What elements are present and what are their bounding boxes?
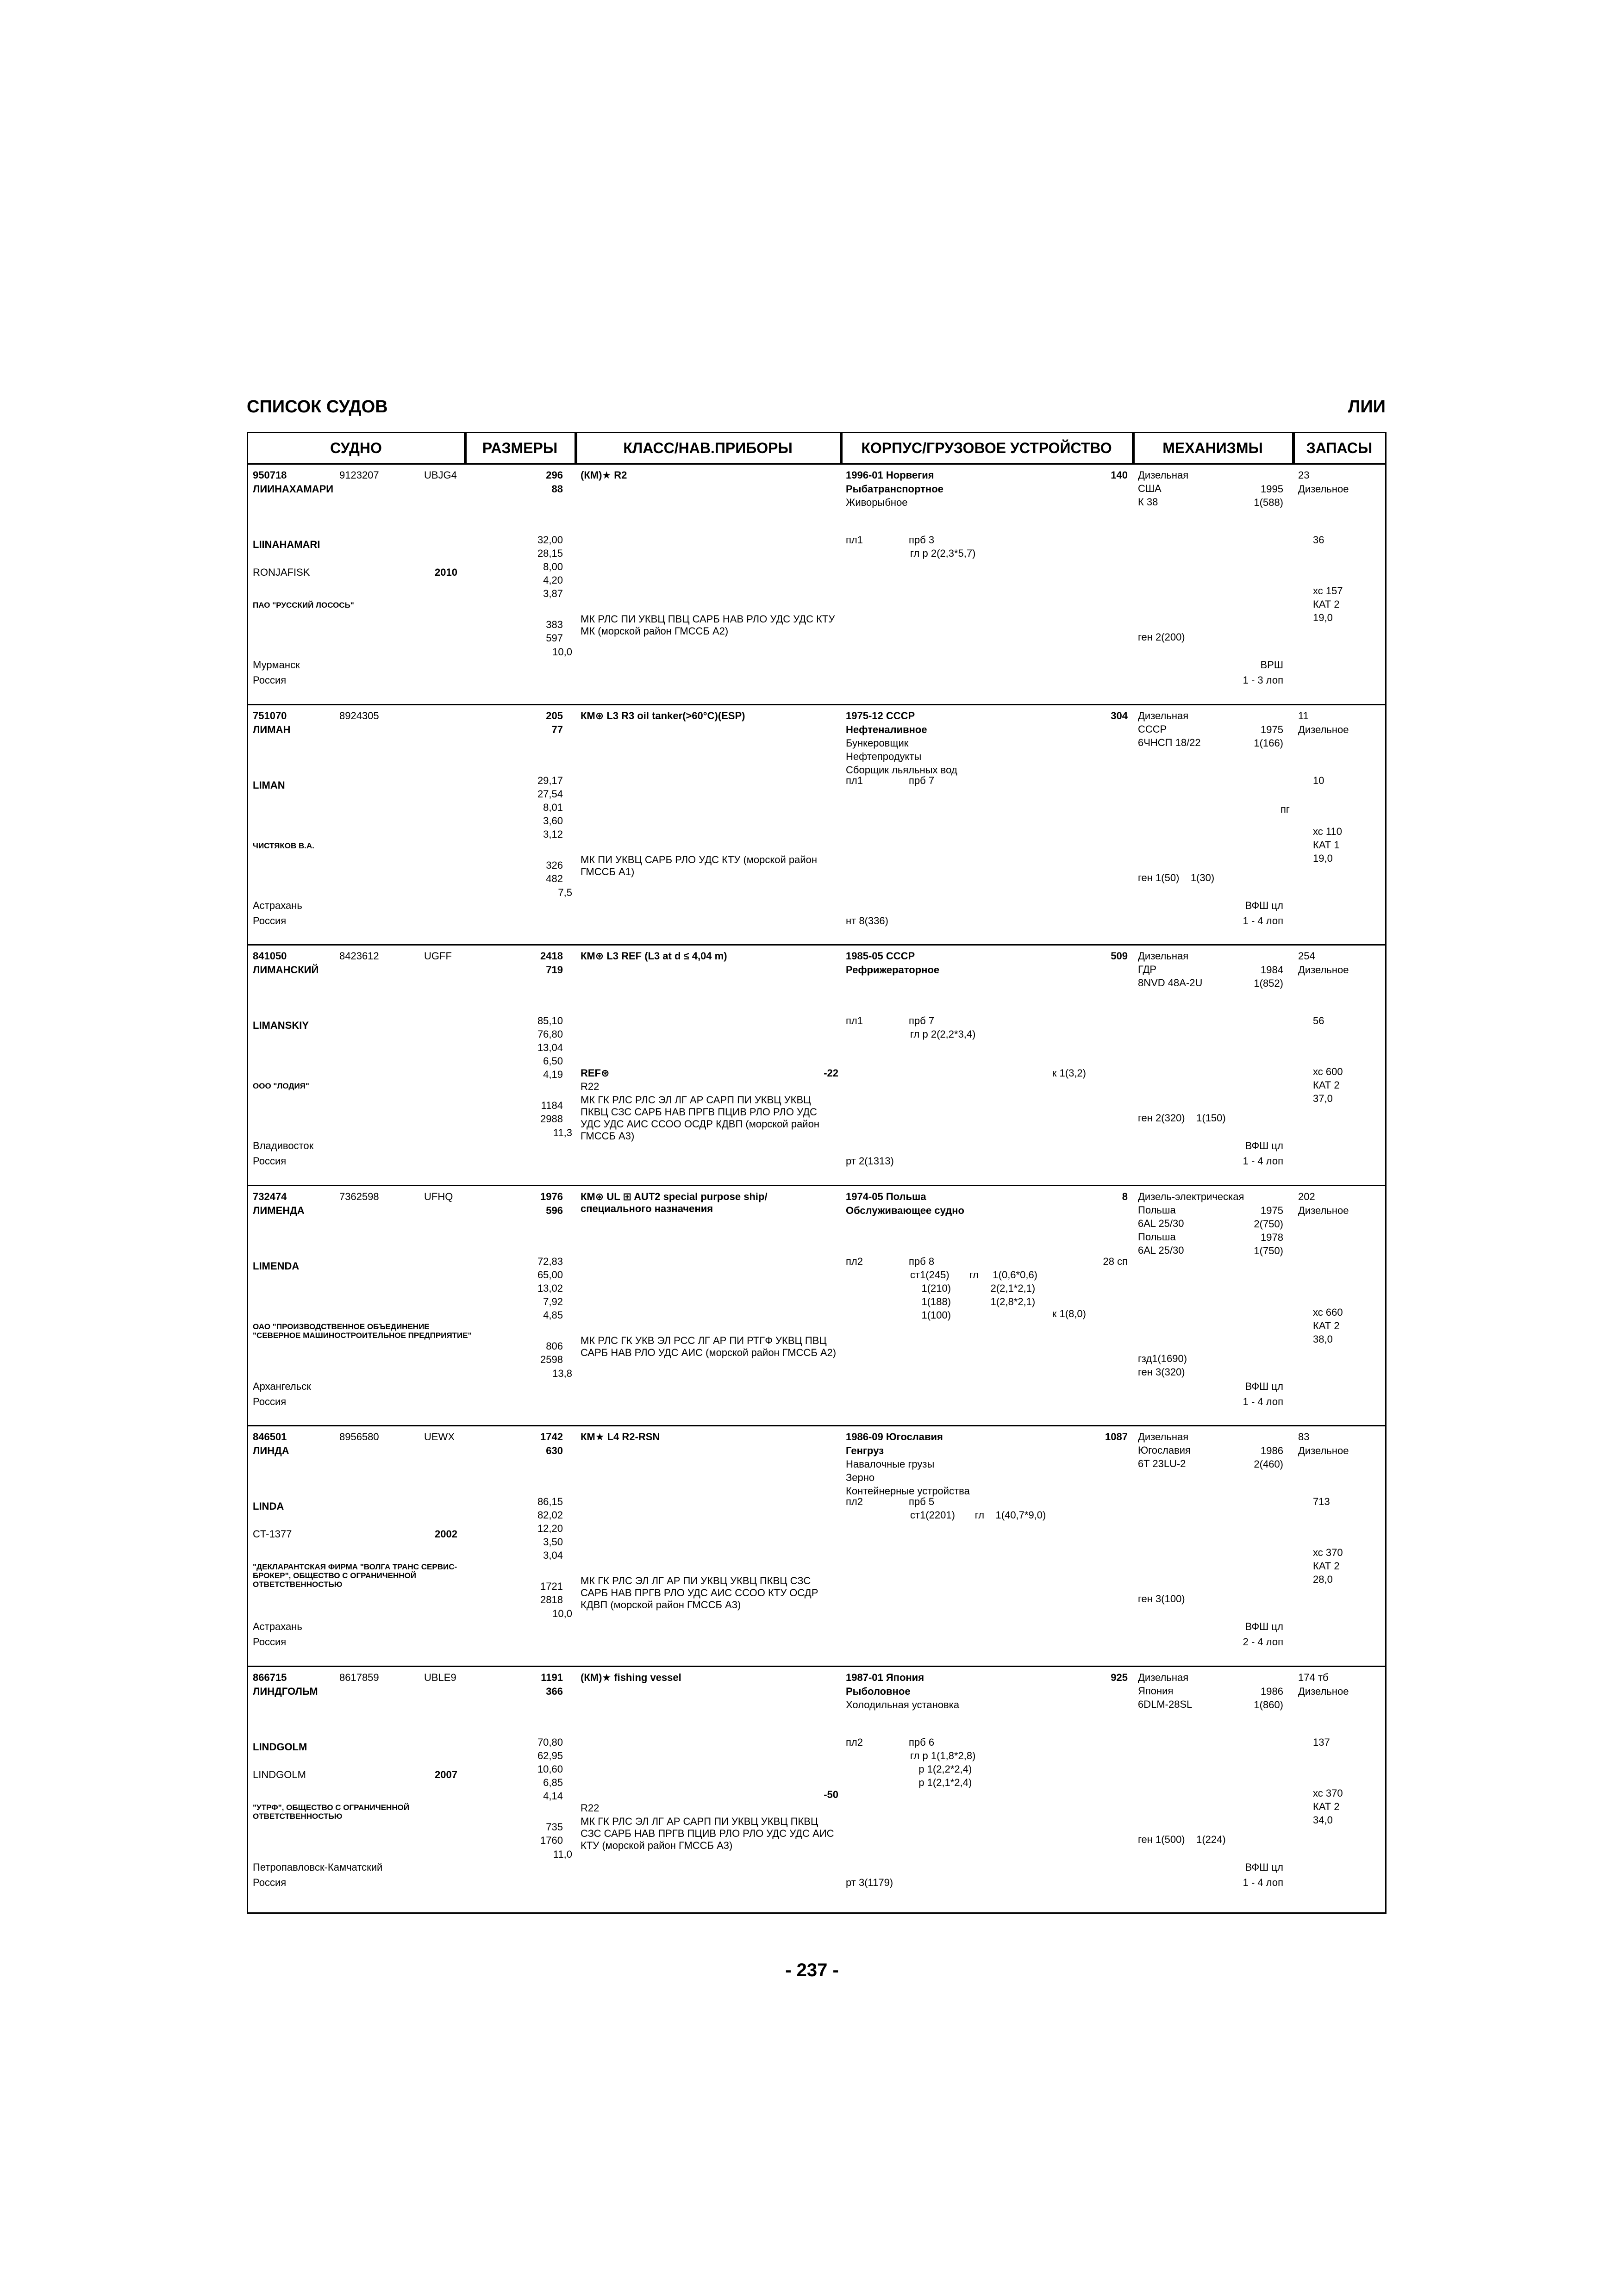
ship-record	[248, 1667, 1385, 1914]
class-restriction: R22	[581, 1802, 600, 1814]
column-header-machinery: МЕХАНИЗМЫ	[1133, 433, 1293, 463]
machinery-line: Польша	[1138, 1204, 1176, 1216]
column-header-stores: ЗАПАСЫ	[1306, 440, 1373, 456]
engine-power: 2(460)	[1254, 1458, 1283, 1470]
net-tonnage: 719	[546, 964, 563, 976]
cargo-gear: ст1(245) гл 1(0,6*0,6)	[910, 1269, 1038, 1281]
stores-value: 36	[1313, 534, 1324, 546]
home-port: Астрахань	[253, 900, 302, 911]
stores-value: 56	[1313, 1015, 1324, 1027]
engine-power: 1(750)	[1254, 1245, 1283, 1257]
ship-name: ЛИМАНСКИЙ	[253, 964, 319, 976]
propeller: ВФШ цл	[1245, 1140, 1283, 1151]
fuel-type: Дизельное	[1298, 964, 1349, 976]
column-divider	[1293, 433, 1295, 465]
column-divider	[1133, 433, 1135, 465]
former-name: CT-1377	[253, 1528, 292, 1540]
gross-tonnage: 205	[546, 710, 563, 722]
cargo-gear: 1(210) 2(2,1*2,1)	[910, 1282, 1036, 1294]
deadweight-value: 326	[546, 859, 563, 871]
dimension-value: 12,20	[537, 1523, 563, 1534]
vessel-type: Рефрижераторное	[846, 964, 940, 976]
net-tonnage: 366	[546, 1686, 563, 1697]
vessel-type: Нефтеналивное	[846, 724, 927, 735]
dimension-value: 7,92	[543, 1296, 563, 1307]
stores-detail: хс 370	[1313, 1547, 1343, 1558]
stores-value: 137	[1313, 1736, 1330, 1748]
engine-year: 1975	[1261, 724, 1283, 735]
nav-equipment: МК РЛС ГК УКВ ЭЛ РСС ЛГ АР ПИ РТГФ УКВЦ ПВЦ САРБ НАВ РЛО УДС АИС (морской район ГМССБ А2)	[581, 1335, 837, 1358]
ship-name-latin: LIMANSKIY	[253, 1020, 309, 1031]
registry-number: 732474	[253, 1191, 287, 1202]
generators: ген 1(50) 1(30)	[1138, 872, 1215, 884]
registry-number: 751070	[253, 710, 287, 722]
cargo-gear: р 1(2,2*2,4)	[910, 1763, 972, 1775]
vessel-type: Сборщик льяльных вод	[846, 764, 957, 776]
speed-value: 10,0	[552, 1608, 572, 1619]
machinery-line: Дизельная	[1138, 1431, 1189, 1443]
deadweight-value: 482	[546, 873, 563, 884]
hull-decks: пл1	[846, 775, 863, 786]
column-divider	[465, 433, 467, 465]
vessel-type: Холодильная установка	[846, 1699, 960, 1711]
hull-decks: пл1	[846, 534, 863, 546]
stores-detail: 37,0	[1313, 1093, 1333, 1104]
engine-year: 1975	[1261, 1205, 1283, 1216]
flag-country: Россия	[253, 1877, 287, 1888]
ship-record	[248, 465, 1385, 705]
ship-name: ЛИНДА	[253, 1445, 289, 1456]
vessel-type: Рыбатранспортное	[846, 483, 943, 495]
dimension-value: 76,80	[537, 1028, 563, 1040]
stores-detail: КАТ 2	[1313, 598, 1340, 610]
stores-detail: КАТ 2	[1313, 1320, 1340, 1332]
dimension-value: 70,80	[537, 1736, 563, 1748]
class-temperature: -22	[824, 1067, 838, 1079]
dimension-value: 4,19	[543, 1069, 563, 1080]
dimension-value: 6,85	[543, 1777, 563, 1788]
dimension-value: 8,01	[543, 802, 563, 813]
registry-number: 950718	[253, 469, 287, 481]
gross-tonnage: 1191	[541, 1672, 563, 1683]
hull-number: 304	[1111, 710, 1128, 722]
propeller-blades: 1 - 4 лоп	[1243, 1155, 1283, 1167]
page-header-title: СПИСОК СУДОВ	[247, 397, 388, 417]
vessel-type: Контейнерные устройства	[846, 1485, 970, 1497]
ship-owner: ЧИСТЯКОВ В.А.	[253, 841, 314, 850]
build-date-country: 1996-01 Норвегия	[846, 469, 934, 481]
net-tonnage: 88	[551, 483, 563, 495]
ship-owner: ОАО "ПРОИЗВОДСТВЕННОЕ ОБЪЕДИНЕНИЕ "СЕВЕРНОЕ МАШИНОСТРОИТЕЛЬНОЕ ПРЕДПРИЯТИЕ"	[253, 1322, 472, 1340]
fuel-capacity: 23	[1298, 469, 1310, 481]
home-port: Владивосток	[253, 1140, 314, 1151]
class-notation: КМ⊛ L3 R3 oil tanker(>60°C)(ESP)	[581, 710, 745, 722]
machinery-line: Югославия	[1138, 1444, 1191, 1456]
machinery-line: Япония	[1138, 1685, 1174, 1697]
dimension-value: 27,54	[537, 788, 563, 800]
dimension-value: 86,15	[537, 1496, 563, 1507]
propeller-blades: 1 - 4 лоп	[1243, 915, 1283, 927]
cargo-gear: гл р 2(2,3*5,7)	[910, 548, 976, 559]
vessel-type: Рыболовное	[846, 1686, 911, 1697]
ice-belt: к 1(3,2)	[1052, 1067, 1086, 1079]
class-notation: (КМ)★ fishing vessel	[581, 1672, 681, 1683]
deadweight-value: 383	[546, 619, 563, 630]
hull-number: 925	[1111, 1672, 1128, 1683]
ship-record	[248, 1186, 1385, 1426]
call-sign: UFHQ	[424, 1191, 453, 1202]
engine-power: 2(750)	[1254, 1218, 1283, 1230]
machinery-line: ГДР	[1138, 964, 1157, 975]
ship-record	[248, 1426, 1385, 1667]
hull-decks: пл1	[846, 1015, 863, 1027]
ship-name-latin: LINDGOLM	[253, 1741, 307, 1753]
stores-detail: хс 157	[1313, 585, 1343, 597]
table-header-row	[248, 433, 1385, 465]
imo-number: 8924305	[339, 710, 379, 722]
hull-frames: 28 сп	[1103, 1256, 1128, 1267]
nav-equipment: МК РЛС ПИ УКВЦ ПВЦ САРБ НАВ РЛО УДС УДС КТУ МК (морской район ГМССБ А2)	[581, 613, 835, 637]
hull-decks: пл2	[846, 1496, 863, 1507]
deadweight-value: 1760	[540, 1835, 563, 1846]
class-notation: (КМ)★ R2	[581, 469, 627, 481]
ship-register-table	[247, 432, 1387, 1914]
column-header-class: КЛАСС/НАВ.ПРИБОРЫ	[576, 433, 841, 463]
generators: гзд1(1690)	[1138, 1353, 1187, 1364]
fuel-capacity: 11	[1298, 710, 1309, 722]
class-notation: КМ⊛ L3 REF (L3 at d ≤ 4,04 m)	[581, 950, 727, 962]
fuel-capacity: 83	[1298, 1431, 1310, 1443]
imo-number: 7362598	[339, 1191, 379, 1202]
dimension-value: 13,02	[537, 1282, 563, 1294]
ship-owner: ООО "ЛОДИЯ"	[253, 1082, 309, 1090]
stores-detail: 34,0	[1313, 1814, 1333, 1826]
machinery-line: СССР	[1138, 723, 1167, 735]
speed-value: 11,3	[553, 1127, 572, 1139]
registry-number: 866715	[253, 1672, 287, 1683]
registry-number: 846501	[253, 1431, 287, 1443]
deadweight-value: 597	[546, 632, 563, 644]
home-port: Архангельск	[253, 1381, 311, 1392]
hull-number: 1087	[1105, 1431, 1128, 1443]
machinery-line: Дизельная	[1138, 1672, 1189, 1683]
imo-number: 8423612	[339, 950, 379, 962]
cargo-holds: рт 2(1313)	[846, 1155, 894, 1167]
propeller-blades: 1 - 3 лоп	[1243, 674, 1283, 686]
stores-detail: хс 370	[1313, 1787, 1343, 1799]
engine-year: 1986	[1261, 1686, 1283, 1697]
ship-record	[248, 946, 1385, 1186]
dimension-value: 13,04	[537, 1042, 563, 1053]
fuel-type: Дизельное	[1298, 724, 1349, 735]
former-name-year: 2007	[435, 1769, 457, 1780]
stores-detail: 19,0	[1313, 612, 1333, 623]
home-port: Петропавловск-Камчатский	[253, 1861, 383, 1873]
engine-year: 1984	[1261, 964, 1283, 976]
dimension-value: 72,83	[537, 1256, 563, 1267]
machinery-line: Польша	[1138, 1231, 1176, 1243]
nav-equipment: МК ПИ УКВЦ САРБ РЛО УДС КТУ (морской район ГМССБ А1)	[581, 854, 818, 877]
machinery-line: 6T 23LU-2	[1138, 1458, 1186, 1469]
hull-bulkheads: прб 6	[909, 1736, 935, 1748]
call-sign: UGFF	[424, 950, 452, 962]
dimension-value: 10,60	[537, 1763, 563, 1775]
hull-number: 140	[1111, 469, 1128, 481]
speed-value: 10,0	[552, 646, 572, 658]
machinery-line: Дизельная	[1138, 710, 1189, 722]
speed-value: 7,5	[558, 887, 572, 898]
dimension-value: 8,00	[543, 561, 563, 572]
dimension-value: 6,50	[543, 1055, 563, 1067]
cargo-gear: 1(100)	[910, 1309, 951, 1321]
former-name-year: 2010	[435, 566, 457, 578]
vessel-type: Нефтепродукты	[846, 751, 922, 762]
stores-detail: КАТ 2	[1313, 1801, 1340, 1812]
stores-value: 713	[1313, 1496, 1330, 1507]
machinery-line: 6AL 25/30	[1138, 1244, 1184, 1256]
dimension-value: 28,15	[537, 548, 563, 559]
build-date-country: 1985-05 СССР	[846, 950, 915, 962]
stores-detail: хс 110	[1313, 826, 1342, 837]
engine-power: 1(588)	[1254, 497, 1283, 508]
gross-tonnage: 2418	[540, 950, 563, 962]
ship-name-latin: LIMENDA	[253, 1260, 300, 1272]
generators: ген 1(500) 1(224)	[1138, 1834, 1226, 1845]
ship-name-latin: LIMAN	[253, 779, 285, 791]
hull-bulkheads: прб 7	[909, 1015, 935, 1027]
stores-detail: КАТ 2	[1313, 1560, 1340, 1572]
column-header-ship: СУДНО	[248, 433, 465, 463]
ship-owner: "УТРФ", ОБЩЕСТВО С ОГРАНИЧЕННОЙ ОТВЕТСТВЕННОСТЬЮ	[253, 1803, 410, 1821]
cargo-holds: рт 3(1179)	[846, 1877, 893, 1888]
hull-decks: пл2	[846, 1736, 863, 1748]
vessel-type: Живорыбное	[846, 497, 908, 508]
deadweight-value: 1184	[541, 1100, 563, 1111]
propeller-blades: 2 - 4 лоп	[1243, 1636, 1283, 1648]
propeller: ВФШ цл	[1245, 1621, 1283, 1632]
call-sign: UEWX	[424, 1431, 455, 1443]
stores-detail: 38,0	[1313, 1333, 1333, 1345]
class-temperature: -50	[824, 1789, 838, 1800]
deadweight-value: 2598	[540, 1354, 563, 1365]
deadweight-value: 2818	[540, 1594, 563, 1605]
speed-value: 13,8	[552, 1368, 572, 1379]
ship-name: ЛИНДГОЛЬМ	[253, 1686, 318, 1697]
stores-note: пг	[1280, 803, 1290, 815]
nav-equipment: МК ГК РЛС ЭЛ ЛГ АР САРП ПИ УКВЦ УКВЦ ПКВЦ СЗС САРБ НАВ ПРГВ ПЦИВ РЛО РЛО УДС УДС АИС КТУ (морской район ГМССБ А3)	[581, 1816, 834, 1851]
propeller: ВРШ	[1260, 659, 1283, 671]
flag-country: Россия	[253, 674, 287, 686]
cargo-holds: нт 8(336)	[846, 915, 888, 927]
dimension-value: 4,14	[543, 1790, 563, 1802]
generators: ген 3(320)	[1138, 1366, 1185, 1378]
ice-belt: к 1(8,0)	[1052, 1308, 1086, 1319]
dimension-value: 3,04	[543, 1549, 563, 1561]
engine-power: 1(860)	[1254, 1699, 1283, 1711]
dimension-value: 3,87	[543, 588, 563, 599]
generators: ген 2(320) 1(150)	[1138, 1112, 1226, 1124]
net-tonnage: 630	[546, 1445, 563, 1456]
machinery-line: США	[1138, 483, 1162, 494]
machinery-line: Дизельная	[1138, 950, 1189, 962]
vessel-type: Генгруз	[846, 1445, 884, 1456]
registry-number: 841050	[253, 950, 287, 962]
call-sign: UBJG4	[424, 469, 457, 481]
machinery-line: К 38	[1138, 496, 1158, 508]
hull-number: 509	[1111, 950, 1128, 962]
engine-power: 1(852)	[1254, 977, 1283, 989]
page-number: - 237 -	[785, 1960, 839, 1980]
ship-owner: "ДЕКЛАРАНТСКАЯ ФИРМА "ВОЛГА ТРАНС СЕРВИС-БРОКЕР", ОБЩЕСТВО С ОГРАНИЧЕННОЙ ОТВЕТСТВЕННОСТЬЮ	[253, 1562, 457, 1589]
build-date-country: 1986-09 Югославия	[846, 1431, 943, 1443]
machinery-line: 6DLM-28SL	[1138, 1699, 1193, 1710]
flag-country: Россия	[253, 1636, 287, 1648]
hull-bulkheads: прб 7	[909, 775, 935, 786]
dimension-value: 82,02	[537, 1509, 563, 1521]
dimension-value: 3,60	[543, 815, 563, 827]
stores-detail: КАТ 2	[1313, 1079, 1340, 1091]
column-divider	[841, 433, 843, 465]
propeller: ВФШ цл	[1245, 1861, 1283, 1873]
speed-value: 11,0	[553, 1848, 572, 1860]
hull-number: 8	[1122, 1191, 1128, 1202]
ship-name-latin: LIINAHAMARI	[253, 539, 320, 550]
fuel-type: Дизельное	[1298, 483, 1349, 495]
nav-equipment: МК ГК РЛС ЭЛ ЛГ АР ПИ УКВЦ УКВЦ ПКВЦ СЗС САРБ НАВ ПРГВ РЛО УДС АИС ССОО КТУ ОСДР КДВП (морской район ГМССБ А3)	[581, 1575, 818, 1611]
column-header-hull: КОРПУС/ГРУЗОВОЕ УСТРОЙСТВО	[841, 433, 1133, 463]
column-divider	[576, 433, 577, 465]
class-restriction: R22	[581, 1081, 600, 1092]
stores-detail: хс 600	[1313, 1066, 1343, 1077]
gross-tonnage: 1976	[540, 1191, 563, 1202]
fuel-type: Дизельное	[1298, 1445, 1349, 1456]
vessel-type: Бункеровщик	[846, 737, 909, 749]
hull-bulkheads: прб 8	[909, 1256, 935, 1267]
flag-country: Россия	[253, 1155, 287, 1167]
fuel-type: Дизельное	[1298, 1686, 1349, 1697]
deadweight-value: 2988	[540, 1113, 563, 1125]
deadweight-value: 806	[546, 1340, 563, 1352]
machinery-line: Дизельная	[1138, 469, 1189, 481]
fuel-capacity: 174 тб	[1298, 1672, 1329, 1683]
hull-bulkheads: прб 3	[909, 534, 935, 546]
dimension-value: 3,12	[543, 828, 563, 840]
build-date-country: 1987-01 Япония	[846, 1672, 924, 1683]
former-name: LINDGOLM	[253, 1769, 306, 1780]
cargo-gear: гл р 1(1,8*2,8)	[910, 1750, 976, 1761]
dimension-value: 62,95	[537, 1750, 563, 1761]
imo-number: 9123207	[339, 469, 379, 481]
deadweight-value: 735	[546, 1821, 563, 1833]
dimension-value: 85,10	[537, 1015, 563, 1027]
generators: ген 2(200)	[1138, 631, 1185, 643]
build-date-country: 1974-05 Польша	[846, 1191, 926, 1202]
class-extra: REF⊛	[581, 1067, 610, 1079]
ship-name: ЛИМАН	[253, 724, 291, 735]
fuel-type: Дизельное	[1298, 1205, 1349, 1216]
stores-detail: 28,0	[1313, 1574, 1333, 1585]
propeller-blades: 1 - 4 лоп	[1243, 1877, 1283, 1888]
hull-decks: пл2	[846, 1256, 863, 1267]
home-port: Мурманск	[253, 659, 300, 671]
hull-bulkheads: прб 5	[909, 1496, 935, 1507]
net-tonnage: 596	[546, 1205, 563, 1216]
dimension-value: 32,00	[537, 534, 563, 546]
dimension-value: 65,00	[537, 1269, 563, 1281]
nav-equipment: МК ГК РЛС РЛС ЭЛ ЛГ АР САРП ПИ УКВЦ УКВЦ ПКВЦ СЗС САРБ НАВ ПРГВ ПЦИВ РЛО РЛО УДС УДС УДС АИС ССОО ОСДР КДВП (морской район ГМССБ А3)	[581, 1094, 819, 1142]
dimension-value: 4,20	[543, 574, 563, 586]
call-sign: UBLE9	[424, 1672, 456, 1683]
engine-year: 1978	[1261, 1232, 1283, 1243]
gross-tonnage: 296	[546, 469, 563, 481]
fuel-capacity: 254	[1298, 950, 1315, 962]
engine-year: 1986	[1261, 1445, 1283, 1456]
generators: ген 3(100)	[1138, 1593, 1185, 1605]
engine-year: 1995	[1261, 483, 1283, 495]
ship-record	[248, 705, 1385, 946]
propeller: ВФШ цл	[1245, 1381, 1283, 1392]
dimension-value: 4,85	[543, 1309, 563, 1321]
propeller-blades: 1 - 4 лоп	[1243, 1396, 1283, 1407]
imo-number: 8617859	[339, 1672, 379, 1683]
fuel-capacity: 202	[1298, 1191, 1315, 1202]
ship-name: ЛИМЕНДА	[253, 1205, 305, 1216]
former-name-year: 2002	[435, 1528, 457, 1540]
vessel-type: Обслуживающее судно	[846, 1205, 964, 1216]
stores-detail: хс 660	[1313, 1307, 1343, 1318]
vessel-type: Зерно	[846, 1472, 875, 1483]
ship-name: ЛИИНАХАМАРИ	[253, 483, 334, 495]
page-header-section: ЛИИ	[1348, 397, 1386, 417]
flag-country: Россия	[253, 1396, 287, 1407]
gross-tonnage: 1742	[540, 1431, 563, 1443]
stores-detail: КАТ 1	[1313, 839, 1340, 851]
vessel-type: Навалочные грузы	[846, 1458, 935, 1470]
machinery-line: 6ЧНСП 18/22	[1138, 737, 1201, 748]
build-date-country: 1975-12 СССР	[846, 710, 915, 722]
stores-value: 10	[1313, 775, 1324, 786]
propeller: ВФШ цл	[1245, 900, 1283, 911]
machinery-line: 6AL 25/30	[1138, 1218, 1184, 1229]
flag-country: Россия	[253, 915, 287, 927]
machinery-line: Дизель-электрическая	[1138, 1191, 1244, 1202]
dimension-value: 3,50	[543, 1536, 563, 1548]
stores-detail: 19,0	[1313, 852, 1333, 864]
ship-owner: ПАО "РУССКИЙ ЛОСОСЬ"	[253, 601, 354, 610]
dimension-value: 29,17	[537, 775, 563, 786]
net-tonnage: 77	[551, 724, 563, 735]
column-header-dimensions: РАЗМЕРЫ	[465, 433, 576, 463]
cargo-gear: р 1(2,1*2,4)	[910, 1777, 972, 1788]
class-notation: КМ⊛ UL ⊞ AUT2 special purpose ship/специального назначения	[581, 1191, 768, 1214]
cargo-gear: 1(188) 1(2,8*2,1)	[910, 1296, 1036, 1307]
deadweight-value: 1721	[540, 1580, 563, 1592]
cargo-gear: ст1(2201) гл 1(40,7*9,0)	[910, 1509, 1046, 1521]
former-name: RONJAFISK	[253, 566, 310, 578]
machinery-line: 8NVD 48A-2U	[1138, 977, 1203, 989]
class-notation: КМ★ L4 R2-RSN	[581, 1431, 660, 1443]
ship-name-latin: LINDA	[253, 1500, 284, 1512]
imo-number: 8956580	[339, 1431, 379, 1443]
cargo-gear: гл р 2(2,2*3,4)	[910, 1028, 976, 1040]
home-port: Астрахань	[253, 1621, 302, 1632]
engine-power: 1(166)	[1254, 737, 1283, 749]
